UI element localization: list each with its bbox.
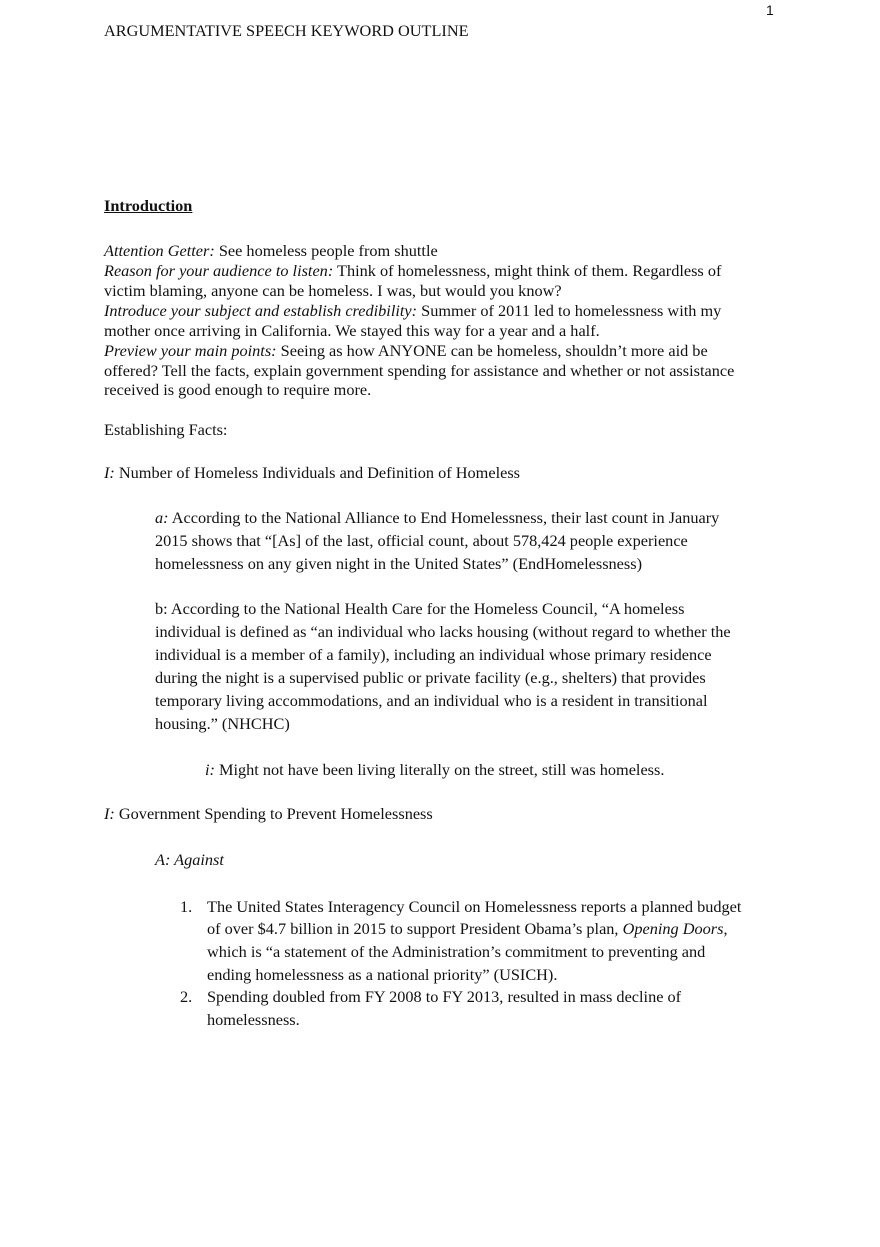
label: I:: [104, 804, 115, 823]
attention-getter: [104, 241, 438, 261]
text: Seeing as how ANYONE can be homeless, shouldn’t more aid be: [276, 341, 708, 360]
point-b-line-3: individual is a member of a family), including an individual whose primary residence: [155, 645, 712, 664]
text: According to the National Alliance to End Homelessness, their last count in January: [168, 508, 720, 527]
label: a:: [155, 508, 169, 527]
point-b-line-2: individual is defined as “an individual who lacks housing (without regard to whether the: [155, 622, 731, 641]
text: See homeless people from shuttle: [214, 241, 438, 260]
credibility-line-1: [104, 301, 721, 321]
title: Opening Doors: [622, 919, 724, 938]
item-2-line-2: homelessness.: [207, 1010, 300, 1029]
text: Think of homelessness, might think of them. Regardless of: [333, 261, 722, 280]
text: ,: [723, 919, 728, 938]
label: Reason for your audience to listen:: [104, 261, 334, 280]
introduction-heading: Introduction: [104, 196, 193, 215]
credibility-line-2: mother once arriving in California. We stayed this way for a year and a half.: [104, 321, 600, 340]
sub-point-i: [205, 760, 664, 780]
text: Government Spending to Prevent Homelessness: [114, 804, 433, 823]
reason-line-1: [104, 261, 721, 281]
document-header: ARGUMENTATIVE SPEECH KEYWORD OUTLINE: [104, 21, 469, 40]
item-1-line-1: The United States Interagency Council on Homelessness reports a planned budget: [207, 897, 742, 916]
point-b-line-1: b: According to the National Health Care for the Homeless Council, “A homeless: [155, 599, 685, 618]
point-b-line-4: during the night is a supervised public or private facility (e.g., shelters) that provides: [155, 668, 706, 687]
facts-heading: Establishing Facts:: [104, 420, 228, 439]
text: Number of Homeless Individuals and Definition of Homeless: [114, 463, 520, 482]
preview-line-3: received is good enough to require more.: [104, 380, 372, 399]
preview-line-1: [104, 341, 708, 361]
text: Summer of 2011 led to homelessness with my: [417, 301, 722, 320]
item-2-number: 2.: [180, 987, 193, 1006]
point-a-line-3: homelessness on any given night in the United States” (EndHomelessness): [155, 554, 642, 573]
label: Introduce your subject and establish credibility:: [104, 301, 418, 320]
item-1-line-2: [207, 919, 728, 939]
text: Might not have been living literally on the street, still was homeless.: [214, 760, 665, 779]
point-b-line-6: housing.” (NHCHC): [155, 714, 290, 733]
label: I:: [104, 463, 115, 482]
label: Preview your main points:: [104, 341, 277, 360]
text: of over $4.7 billion in 2015 to support President Obama’s plan,: [207, 919, 623, 938]
item-2-line-1: Spending doubled from FY 2008 to FY 2013, resulted in mass decline of: [207, 987, 682, 1006]
reason-line-2: victim blaming, anyone can be homeless. I was, but would you know?: [104, 281, 562, 300]
item-1-number: 1.: [180, 897, 193, 916]
point-b-line-5: temporary living accommodations, and an individual who is a resident in transitional: [155, 691, 708, 710]
preview-line-2: offered? Tell the facts, explain government spending for assistance and whether or not assistance: [104, 361, 735, 380]
label: i:: [205, 760, 215, 779]
section1-title: [104, 463, 520, 483]
item-1-line-3: which is “a statement of the Administration’s commitment to preventing and: [207, 942, 706, 961]
page-number: 1: [766, 2, 774, 18]
item-1-line-4: ending homelessness as a national priority” (USICH).: [207, 965, 558, 984]
point-a-line-2: 2015 shows that “[As] of the last, official count, about 578,424 people experience: [155, 531, 688, 550]
text: A: Against: [155, 850, 224, 869]
label: Attention Getter:: [104, 241, 215, 260]
point-a-line-1: [155, 508, 719, 528]
section2-title: [104, 804, 433, 824]
against-heading: [155, 850, 224, 870]
